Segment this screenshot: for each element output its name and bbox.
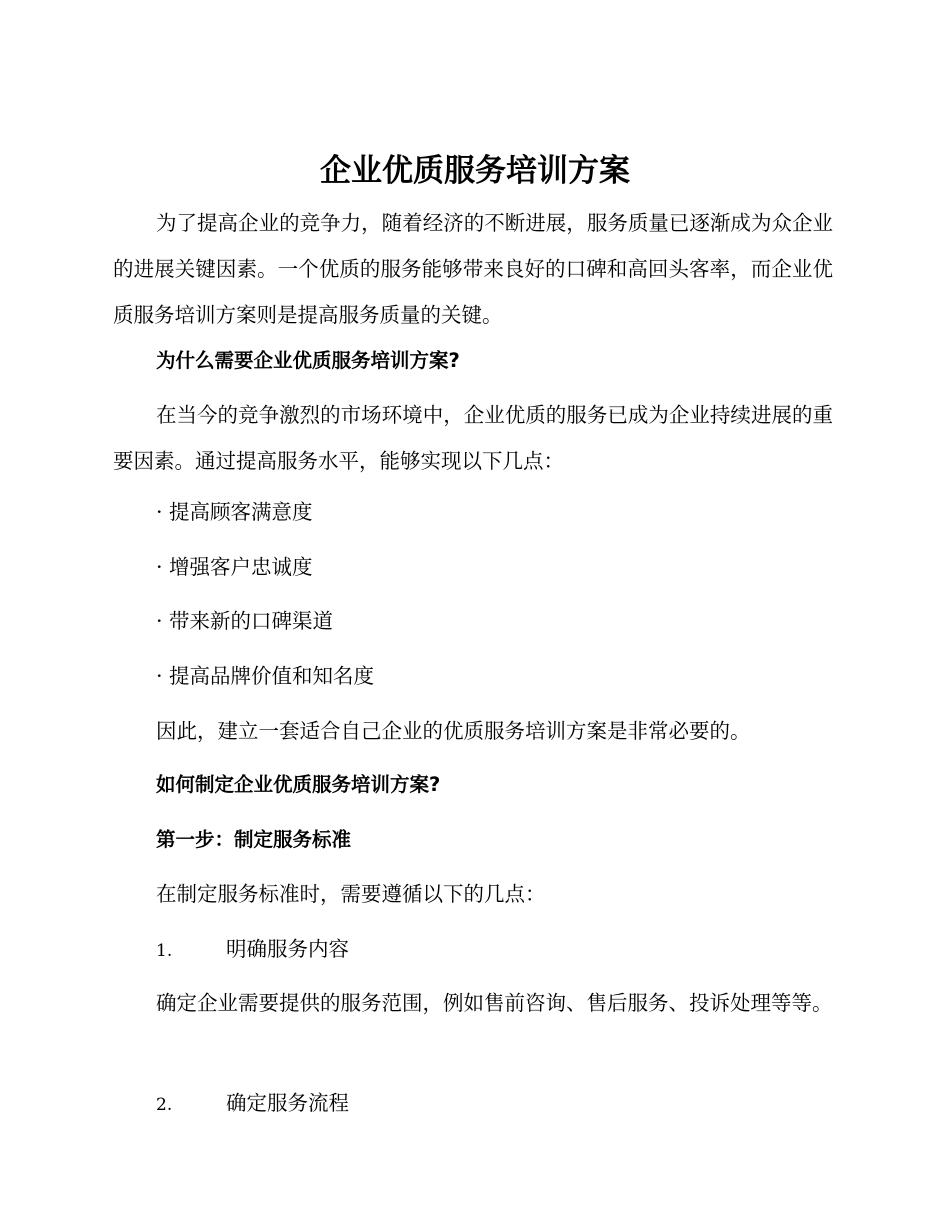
item-number: 2. [156, 1095, 173, 1115]
item-description: 确定企业需要提供的服务范围，例如售前咨询、售后服务、投诉处理等等。 [156, 991, 833, 1015]
item-number: 1. [156, 941, 173, 961]
section-paragraph-why: 在当今的竞争激烈的市场环境中，企业优质的服务已成为企业持续进展的重要因素。通过提高服务水平，能够实现以下几点： [113, 403, 833, 473]
bullet-item: · 提高品牌价值和知名度 [156, 664, 375, 688]
item-label: 确定服务流程 [226, 1091, 349, 1115]
step-intro: 在制定服务标准时，需要遵循以下的几点： [156, 882, 546, 906]
numbered-item [156, 926, 756, 974]
intro-paragraph: 为了提高企业的竞争力，随着经济的不断进展，服务质量已逐渐成为众企业的进展关键因素。一个优质的服务能够带来良好的口碑和高回头客率，而企业优质服务培训方案则是提高服务质量的关键。 [113, 211, 833, 327]
section-conclusion: 因此，建立一套适合自己企业的优质服务培训方案是非常必要的。 [156, 719, 751, 743]
document-title: 企业优质服务培训方案 [320, 153, 630, 189]
bullet-item: · 提高顾客满意度 [156, 500, 313, 524]
bullet-item: · 带来新的口碑渠道 [156, 609, 334, 633]
numbered-item [156, 1080, 756, 1128]
section-heading-how: 如何制定企业优质服务培训方案? [156, 773, 441, 796]
item-label: 明确服务内容 [226, 937, 349, 961]
step-heading: 第一步：制定服务标准 [156, 828, 352, 851]
section-heading-why: 为什么需要企业优质服务培训方案? [156, 349, 460, 372]
bullet-item: · 增强客户忠诚度 [156, 555, 313, 579]
